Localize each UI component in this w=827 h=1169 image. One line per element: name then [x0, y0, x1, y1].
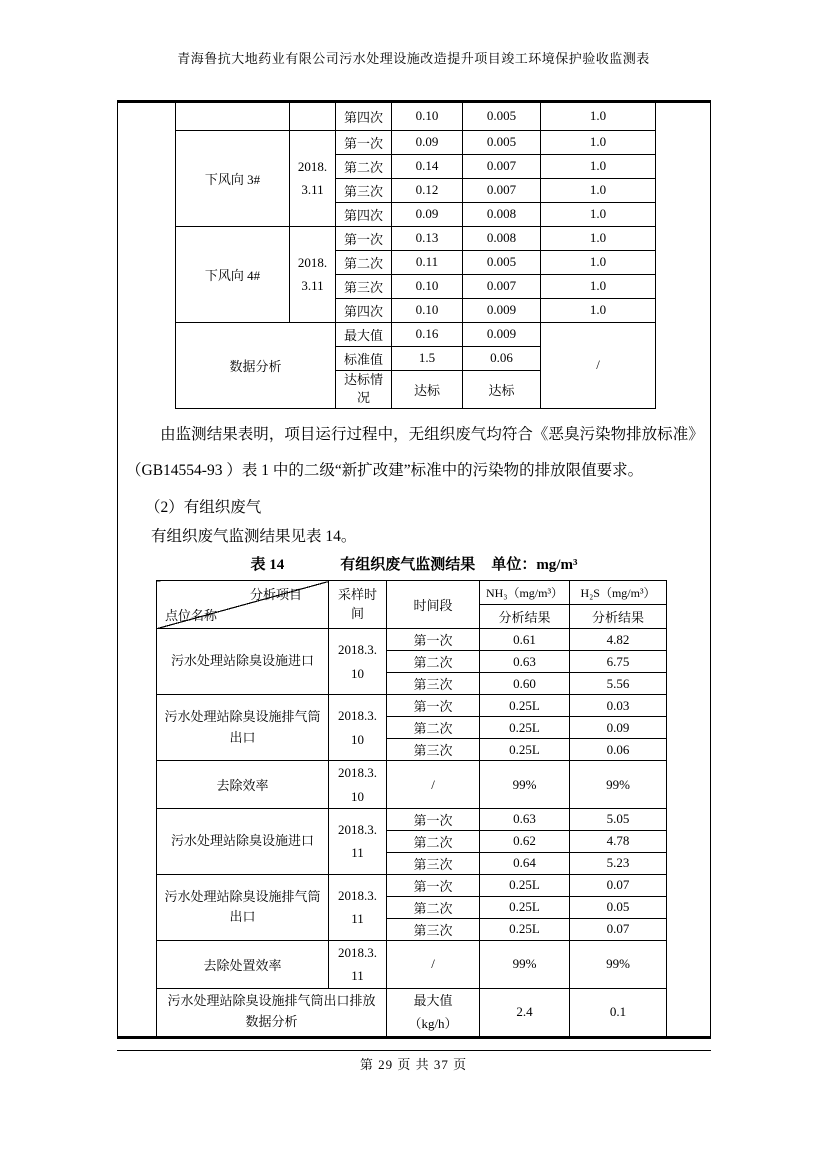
h2s-value-cell: 0.07	[570, 918, 667, 940]
nh3-value-cell: 2.4	[480, 988, 570, 1035]
header-nh3: NH₃（mg/m³）	[480, 581, 570, 605]
date-line: 2018.3.	[338, 765, 377, 781]
fugitive-gas-table	[175, 103, 656, 409]
period-cell: 第四次	[336, 298, 392, 322]
diagonal-header-cell	[157, 581, 329, 629]
nh3-value-cell: 0.25L	[480, 739, 570, 761]
date-line: 3.11	[301, 182, 324, 197]
h2s-value-cell: 0.06	[570, 739, 667, 761]
date-cell	[290, 130, 336, 226]
table14-caption-unit: 单位：mg/m³	[491, 557, 578, 574]
site-cell: 污水处理站除臭设施排气筒出口	[157, 874, 329, 940]
date-line: 10	[351, 731, 364, 747]
period-cell: 第四次	[336, 103, 392, 130]
nh3-value-cell: 0.61	[480, 629, 570, 651]
value-cell: 0.09	[392, 202, 463, 226]
date-cell	[290, 226, 336, 322]
period-cell: /	[387, 940, 480, 988]
nh3-value-cell: 99%	[480, 940, 570, 988]
analysis-label-cell: 数据分析	[176, 322, 336, 409]
table-row	[157, 874, 667, 896]
conclusion-paragraph: 由监测结果表明，项目运行过程中，无组织废气均符合《恶臭污染物排放标准》（GB14554-93 ）表 1 中的二级“新扩改建”标准中的污染物的排放限值要求。	[126, 426, 696, 480]
value-cell: 0.005	[463, 130, 541, 154]
h2s-value-cell: 5.05	[570, 808, 667, 830]
h2s-value-cell: 5.23	[570, 852, 667, 874]
value-cell: 0.10	[392, 274, 463, 298]
value-cell: 0.008	[463, 226, 541, 250]
value-cell: 0.007	[463, 274, 541, 298]
nh3-value-cell: 0.25L	[480, 874, 570, 896]
period-cell: 第一次	[336, 226, 392, 250]
date-line: 2018.	[297, 158, 328, 174]
metric-cell: 达标情况	[336, 370, 392, 409]
metric-cell: 标准值	[336, 346, 392, 370]
metric-line: 最大值	[413, 992, 453, 1008]
date-line: 2018.	[297, 254, 328, 270]
table14-caption-label: 表 14	[250, 557, 285, 574]
site-cell: 污水处理站除臭设施排气筒出口	[157, 695, 329, 761]
nh3-value-cell: 99%	[480, 761, 570, 809]
h2s-value-cell: 4.78	[570, 830, 667, 852]
h2s-value-cell: 5.56	[570, 673, 667, 695]
value-cell: 0.007	[463, 154, 541, 178]
document-header-title: 青海鲁抗大地药业有限公司污水处理设施改造提升项目竣工环境保护验收监测表	[177, 51, 650, 66]
site-cell: 去除效率	[157, 761, 329, 809]
value-cell: 达标	[463, 370, 541, 409]
site-cell-empty	[176, 103, 290, 130]
value-cell: 0.008	[463, 202, 541, 226]
h2s-value-cell: 4.82	[570, 629, 667, 651]
date-cell	[329, 874, 387, 940]
period-cell: 第二次	[336, 250, 392, 274]
table-row	[157, 988, 667, 1035]
table-row	[176, 103, 656, 130]
header-sample-time: 采样时间	[329, 581, 387, 629]
value-cell: 1.0	[541, 274, 656, 298]
table-row	[157, 629, 667, 651]
period-cell: 第二次	[387, 717, 480, 739]
period-cell: 第一次	[387, 695, 480, 717]
h2s-value-cell: 0.07	[570, 874, 667, 896]
value-cell: 0.13	[392, 226, 463, 250]
value-cell: 0.09	[392, 130, 463, 154]
metric-line: （kg/h）	[408, 1016, 458, 1032]
period-cell: 第二次	[387, 651, 480, 673]
nh3-value-cell: 0.62	[480, 830, 570, 852]
nh3-value-cell: 0.25L	[480, 918, 570, 940]
nh3-value-cell: 0.63	[480, 808, 570, 830]
section-heading: （2）有组织废气	[145, 499, 262, 517]
period-cell: /	[387, 761, 480, 809]
value-cell: 1.0	[541, 154, 656, 178]
table-row	[176, 322, 656, 346]
table14-caption	[118, 554, 710, 576]
site-cell: 污水处理站除臭设施进口	[157, 808, 329, 874]
table-row	[157, 940, 667, 988]
period-cell: 第三次	[387, 673, 480, 695]
value-cell: 0.06	[463, 346, 541, 370]
period-cell: 第三次	[387, 852, 480, 874]
value-cell: 1.0	[541, 250, 656, 274]
table-header-row	[157, 581, 667, 605]
period-cell: 第一次	[387, 874, 480, 896]
date-cell	[329, 629, 387, 695]
date-line: 10	[351, 788, 364, 804]
value-cell: 0.009	[463, 298, 541, 322]
period-cell: 第二次	[387, 896, 480, 918]
value-cell: 0.10	[392, 103, 463, 130]
period-cell: 第三次	[387, 739, 480, 761]
date-line: 11	[351, 968, 364, 984]
table-row	[157, 761, 667, 809]
period-cell: 第三次	[387, 918, 480, 940]
value-cell: 0.12	[392, 178, 463, 202]
date-line: 2018.3.	[338, 708, 377, 724]
value-cell: 1.5	[392, 346, 463, 370]
table14-caption-title: 有组织废气监测结果	[340, 557, 476, 574]
value-cell: 0.14	[392, 154, 463, 178]
period-cell: 第二次	[336, 154, 392, 178]
date-line: 2018.3.	[338, 822, 377, 838]
site-cell: 污水处理站除臭设施排气筒出口排放数据分析	[157, 988, 387, 1035]
period-cell: 第一次	[387, 629, 480, 651]
value-cell: 1.0	[541, 178, 656, 202]
date-line: 3.11	[301, 278, 324, 293]
value-cell: 1.0	[541, 202, 656, 226]
slash-cell: /	[541, 322, 656, 409]
table-row	[157, 808, 667, 830]
nh3-value-cell: 0.25L	[480, 695, 570, 717]
value-cell: 0.007	[463, 178, 541, 202]
value-cell: 1.0	[541, 226, 656, 250]
date-line: 2018.3.	[338, 642, 377, 658]
nh3-value-cell: 0.25L	[480, 896, 570, 918]
organized-gas-table	[156, 580, 667, 1035]
value-cell: 0.005	[463, 103, 541, 130]
h2s-value-cell: 99%	[570, 761, 667, 809]
nh3-value-cell: 0.63	[480, 651, 570, 673]
date-cell-empty	[290, 103, 336, 130]
period-cell: 第三次	[336, 274, 392, 298]
site-cell: 去除处置效率	[157, 940, 329, 988]
header-period: 时间段	[387, 581, 480, 629]
site-cell: 下风向 3#	[176, 130, 290, 226]
date-cell	[329, 695, 387, 761]
date-cell	[329, 761, 387, 809]
period-cell: 第四次	[336, 202, 392, 226]
date-line: 11	[351, 911, 364, 927]
header-result: 分析结果	[480, 605, 570, 629]
value-cell: 0.16	[392, 322, 463, 346]
h2s-value-cell: 0.09	[570, 717, 667, 739]
date-line: 2018.3.	[338, 888, 377, 904]
metric-cell: 最大值	[336, 322, 392, 346]
table-row	[176, 130, 656, 154]
table-row	[176, 226, 656, 250]
nh3-value-cell: 0.64	[480, 852, 570, 874]
table-row	[157, 695, 667, 717]
h2s-value-cell: 99%	[570, 940, 667, 988]
site-cell: 下风向 4#	[176, 226, 290, 322]
value-cell: 1.0	[541, 298, 656, 322]
h2s-value-cell: 6.75	[570, 651, 667, 673]
value-cell: 0.10	[392, 298, 463, 322]
date-line: 11	[351, 845, 364, 861]
period-cell: 第三次	[336, 178, 392, 202]
date-cell	[329, 808, 387, 874]
site-cell: 污水处理站除臭设施进口	[157, 629, 329, 695]
h2s-value-cell: 0.1	[570, 988, 667, 1035]
value-cell: 1.0	[541, 130, 656, 154]
nh3-value-cell: 0.25L	[480, 717, 570, 739]
value-cell: 1.0	[541, 103, 656, 130]
nh3-value-cell: 0.60	[480, 673, 570, 695]
metric-cell	[387, 988, 480, 1035]
period-cell: 第二次	[387, 830, 480, 852]
header-h2s: H₂S（mg/m³）	[570, 581, 667, 605]
diagonal-header-top: 分析项目	[249, 587, 302, 603]
period-cell: 第一次	[387, 808, 480, 830]
value-cell: 达标	[392, 370, 463, 409]
date-line: 10	[351, 665, 364, 681]
date-line: 2018.3.	[338, 944, 377, 960]
diagonal-header-bottom: 点位名称	[165, 608, 218, 624]
lead-in-sentence: 有组织废气监测结果见表 14。	[151, 528, 357, 546]
period-cell: 第一次	[336, 130, 392, 154]
header-result: 分析结果	[570, 605, 667, 629]
value-cell: 0.009	[463, 322, 541, 346]
h2s-value-cell: 0.03	[570, 695, 667, 717]
value-cell: 0.005	[463, 250, 541, 274]
page-number: 第 29 页 共 37 页	[359, 1056, 468, 1072]
content-frame	[117, 100, 711, 1039]
date-cell	[329, 940, 387, 988]
value-cell: 0.11	[392, 250, 463, 274]
h2s-value-cell: 0.05	[570, 896, 667, 918]
